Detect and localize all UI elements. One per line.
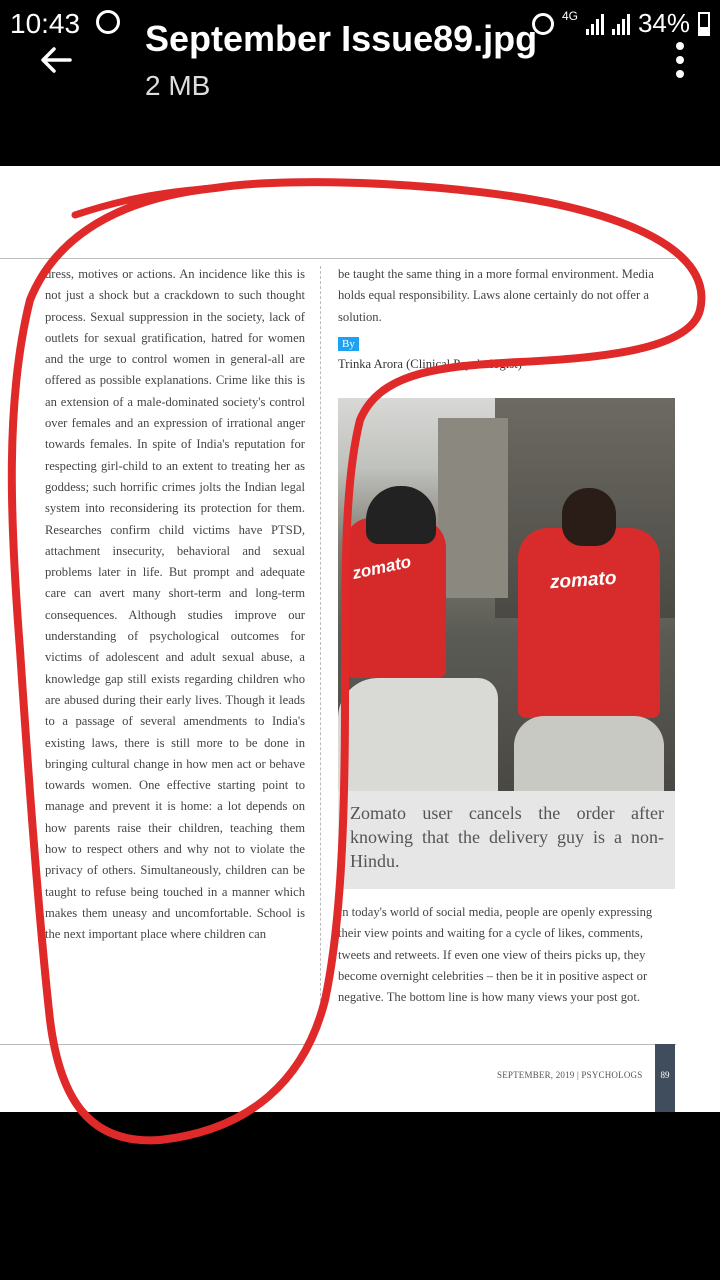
photo-logo-left: zomato [350,552,413,583]
battery-icon [698,12,710,36]
photo-helmet [366,486,436,544]
top-rule [0,258,676,259]
battery-percent: 34% [637,8,690,38]
page-footer: SEPTEMBER, 2019 | PSYCHOLOGS [497,1070,643,1080]
page-number-tab: 89 [655,1044,675,1112]
photo-logo-right: zomato [549,567,618,594]
file-size: 2 MB [145,70,211,101]
photo-scooter [514,716,664,791]
status-time: 10:43 [10,8,81,39]
photo-caption: Zomato user cancels the order after knowing that the delivery guy is a non-Hindu. [350,803,664,871]
status-bar [0,0,720,50]
article-column-left: dress, motives or actions. An incidence like this is not just a shock but a crackdown to such thought process. Sexual suppression in the society, lack of outlets for sexual gratification, hatred for women and the urge to control women in general-all are offered as possible explanations. Crime like this is an extension of a male-dominated society's control over females and an expression of irrational anger towards females. In spite of India's reputation for respecting girl-child to an extent to treating her as goddess; such horrific crimes jolts the Indian legal system into reconsidering its protection for them. Researches confirm child victims have PTSD, attachment insecurity, behavioral and sexual problems later in life. But prompt and adequate care can avert many short-term and long-term consequences. Although studies improve our understanding of psychological outcomes for victims of adolescent and adult sexual abuse, a knowledge gap still exists regarding children who are abused during their early lives. Though it leads to a passage of several amendments to India's existing laws, there is still more to be done in bringing cultural change in how men act or behave towards women. One effective starting point to manage and prevent it is home: a lot depends on how parents raise their children, teaching them how to respect others and why not to violate the privacy of others. Simultaneously, children can be taught to refuse being touched in a manner which makes them uneasy and uncomfortable. School is the next important place where children can [45,267,305,942]
photo-scooter [338,678,498,791]
status-icons [532,8,710,39]
article-column-right-top: be taught the same thing in a more formal environment. Media holds equal responsibility. Laws alone certainly do not offer a solution. [338,267,654,324]
signal-icon [612,13,630,35]
article-column-right-bottom: In today's world of social media, people are openly expressing their view points and waiting for a cycle of likes, comments, tweets and retweets. If even one view of theirs picks up, they become overnight celebrities – then be it in positive aspect or negative. The bottom line is how many views your post got. [338,905,653,1005]
column-separator [320,266,321,1026]
article-photo [338,398,675,791]
photo-head [562,488,616,546]
author-name: Trinka Arora (Clinical Psychologist) [338,357,522,371]
network-type: 4G [561,8,578,23]
photo-rider-right [518,528,660,718]
by-badge: By [338,337,359,351]
photo-caption-box [338,791,675,889]
file-title: September Issue89.jpg [145,18,538,59]
image-viewer-canvas[interactable] [0,166,720,1112]
bottom-rule [0,1044,676,1045]
whatsapp-icon [96,10,120,34]
photo-building [438,418,508,598]
signal-icon [586,13,604,35]
alarm-icon [532,13,554,35]
